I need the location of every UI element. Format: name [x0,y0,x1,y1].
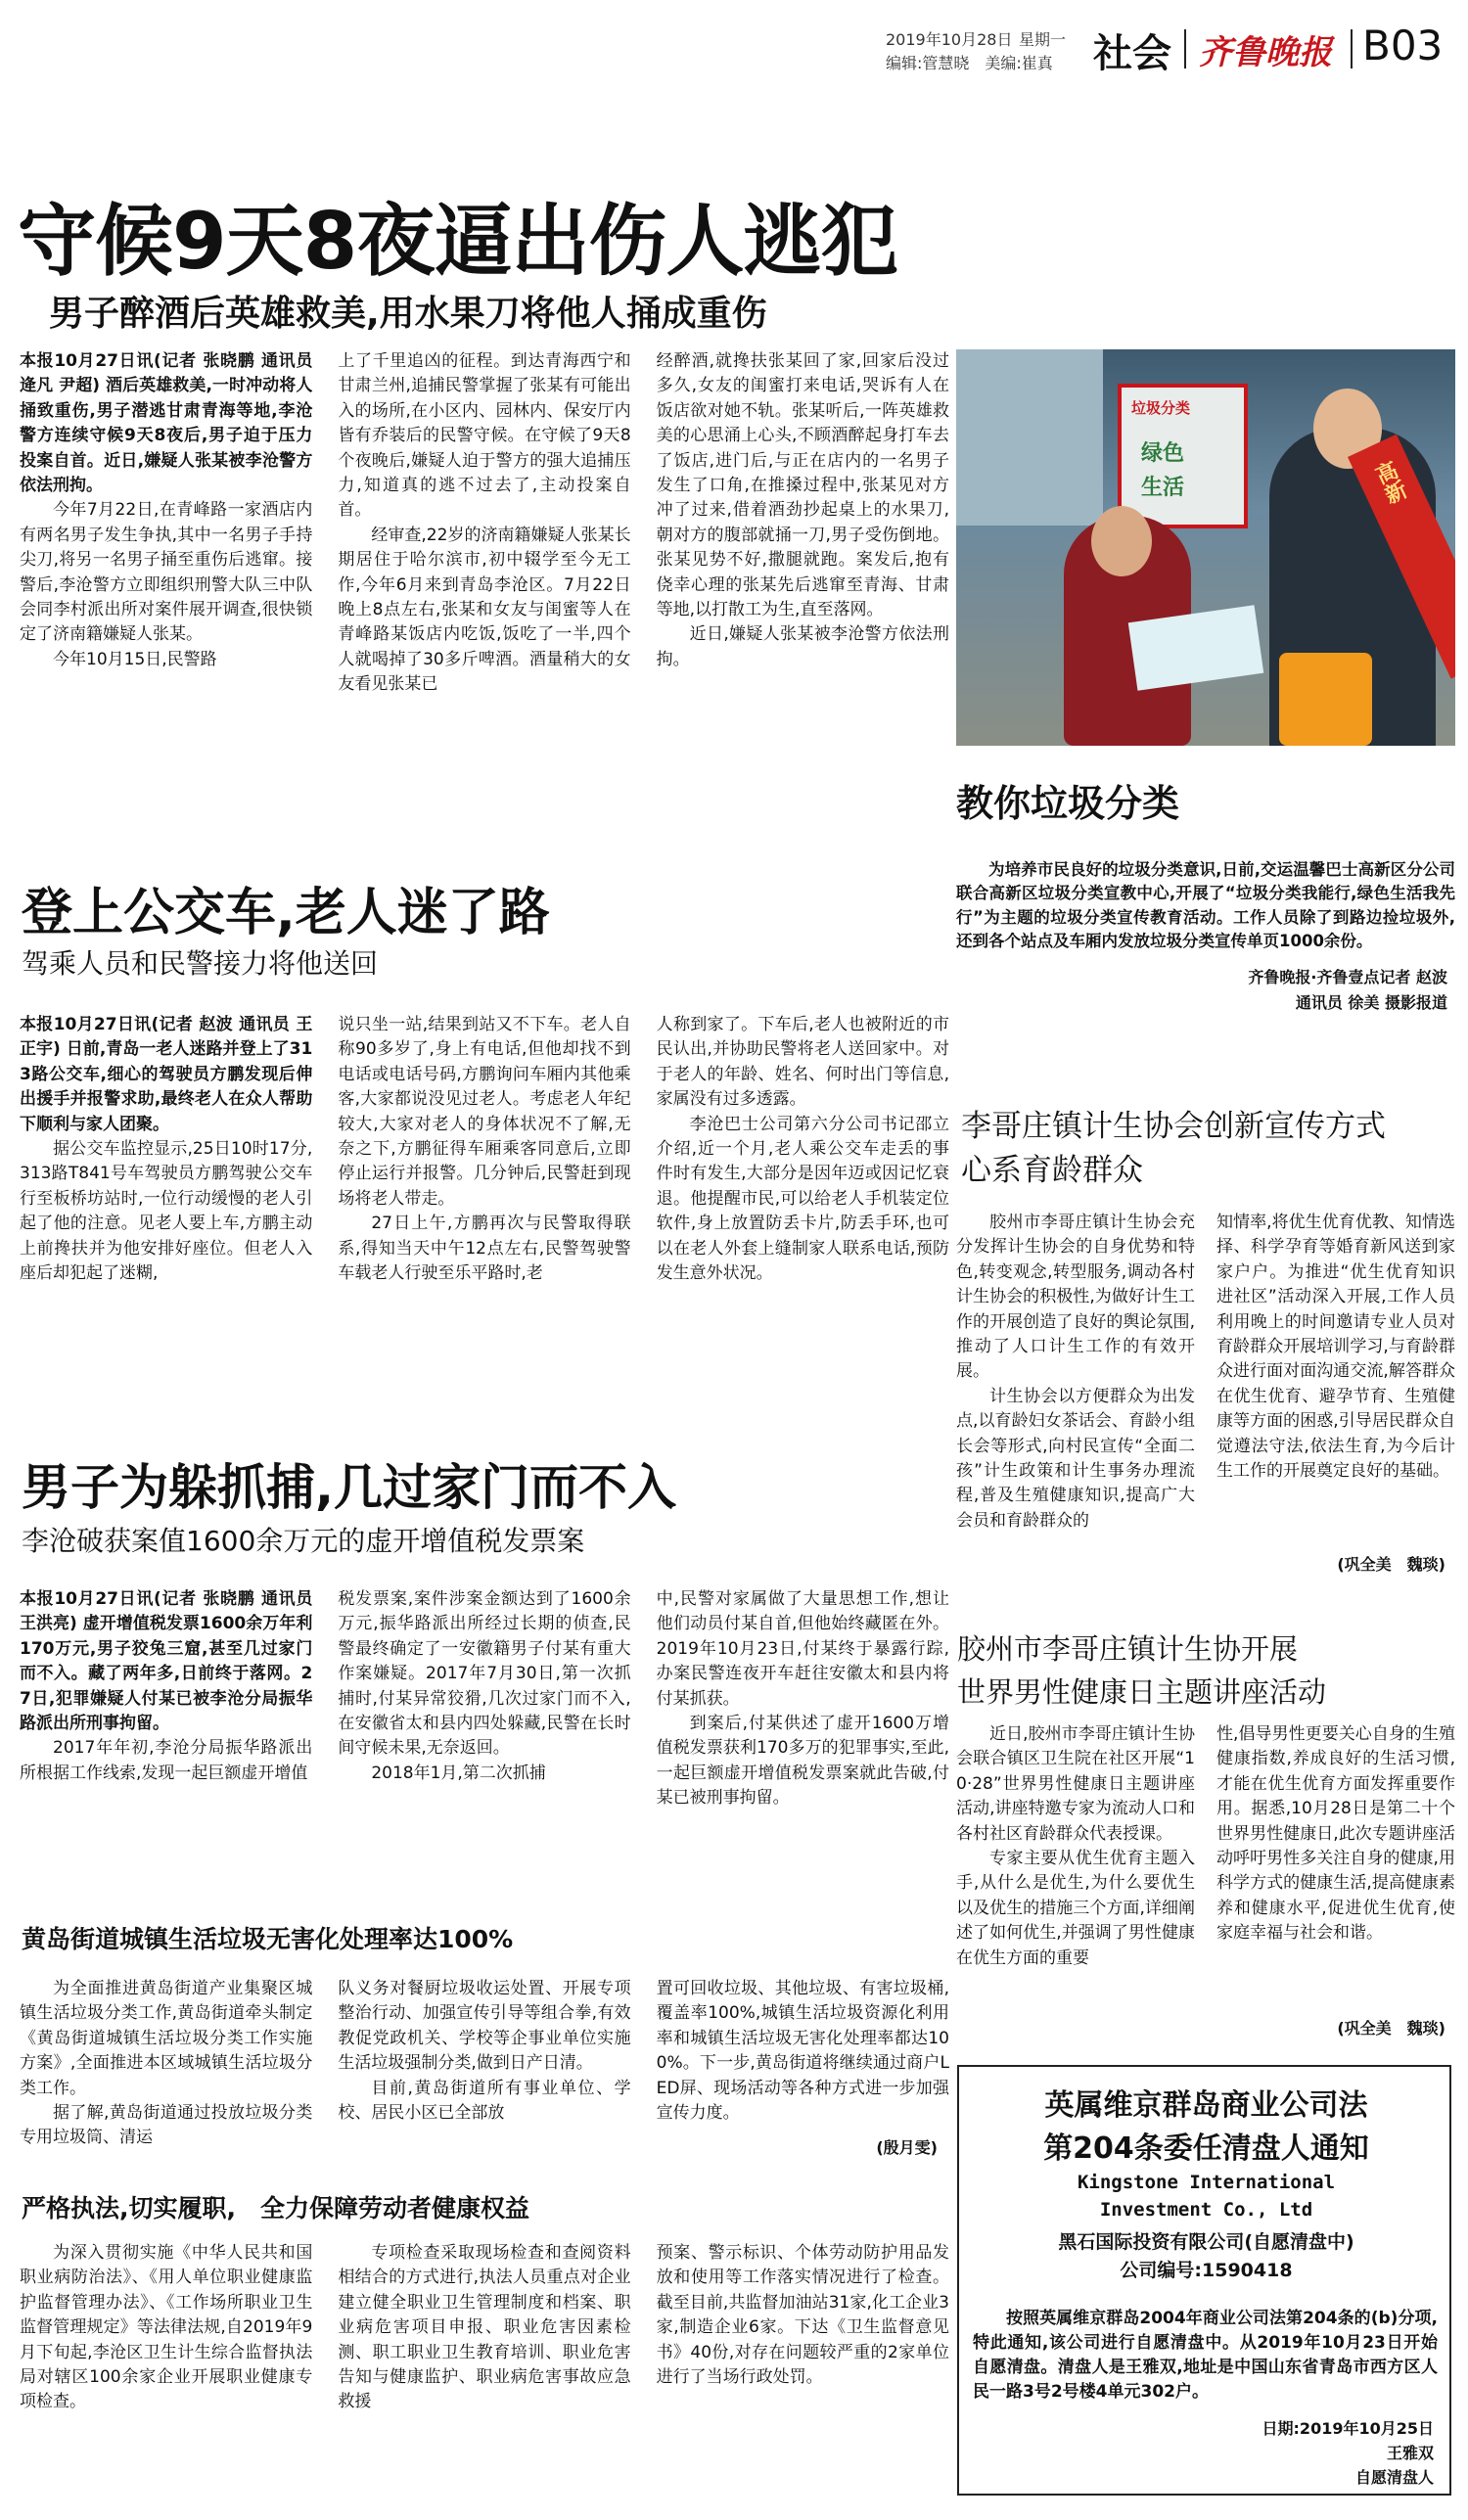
article4-para: 知情率,将优生优育优教、知情选择、科学孕育等婚育新风送到家家户户。为推进“优生优育知识进社区”活动深入开展,工作人员利用晚上的时间邀请专业人员对育龄群众开展培训学习,与育龄群众进行面对面沟通交流,解答群众在优生优育、避孕节育、生殖健康等方面的困惑,引导居民群众自觉遵法守法,依法生育,为今后计生工作的开展奠定良好的基础。 [1216,1213,1455,1482]
article7-para: 置可回收垃圾、其他垃圾、有害垃圾桶,覆盖率100%,城镇生活垃圾资源化利用率和城镇生活垃圾无害化处理率都达100%。下一步,黄岛街道将继续通过商户LED屏、现场活动等各种方式进一步加强宣传力度。 [656,1979,949,2124]
poster-text: 垃圾分类 [1131,399,1191,417]
article8-col3 [657,2241,949,2451]
article1-para: 经审查,22岁的济南籍嫌疑人张某长期居住于哈尔滨市,初中辍学至今无工作,今年6月来到青岛李沧区。7月22日晚上8点左右,张某和女友与闺蜜等人在青峰路某饭店内吃饭,饭吃了一半,四个人就喝掉了30多斤啤酒。酒量稍大的女友看见张某已 [338,525,631,695]
article8-headline: 严格执法,切实履职, 全力保障劳动者健康权益 [22,2194,529,2222]
notice-date: 日期:2019年10月25日 [1262,2419,1434,2438]
article1-para: 经醉酒,就搀扶张某回了家,回家后没过多久,女友的闺蜜打来电话,哭诉有人在饭店欲对她不轨。张某听后,一阵英雄救美的心思涌上心头,不顾酒醉起身打车去了饭店,进门后,与正在店内的一名男子发生了口角,在推搡过程中,张某见对方冲了过来,借着酒劲抄起桌上的水果刀,朝对方的腹部就捅一刀,男子受伤倒地。张某见势不好,撒腿就跑。案发后,抱有侥幸心理的张某先后逃窜至青海、甘肃等地,以打散工为生,直至落网。 [656,351,949,620]
masthead [0,0,1468,78]
article8-para: 预案、警示标识、个体劳动防护用品发放和使用等工作落实情况进行了检查。截至目前,共监督加油站31家,化工企业3家,制造企业6家。下达《卫生监督意见书》40份,对存在问题较严重的2家单位进行了当场行政处罚。 [656,2243,949,2388]
article1-para: 近日,嫌疑人张某被李沧警方依法刑拘。 [656,624,949,669]
article1-headline: 守候9天8夜逼出伤人逃犯 [18,196,898,287]
article3-para: 27日上午,方鹏再次与民警取得联系,得知当天中午12点左右,民警驾驶警车载老人行驶至乐平路时,老 [338,1214,631,1284]
article3-headline: 登上公交车,老人迷了路 [22,884,550,942]
liquidation-notice [957,2065,1451,2496]
article7-para: 队义务对餐厨垃圾收运处置、开展专项整治行动、加强宣传引导等组合拳,有效教促党政机关、学校等企事业单位实施生活垃圾强制分类,做到日产日清。 [338,1979,631,2074]
article6-body [956,1722,1455,2011]
notice-signer-role: 自愿清盘人 [1354,2468,1434,2487]
article5-para: 2018年1月,第二次抓捕 [371,1763,546,1783]
article5-col3 [657,1587,949,1871]
article4-credit: (巩全美 魏琰) [1337,1555,1445,1574]
article6-credit: (巩全美 魏琰) [1337,2019,1445,2038]
article3-para: 人称到家了。下车后,老人也被附近的市民认出,并协助民警将老人送回家中。对于老人的年龄、姓名、何时出门等信息,家属没有过多透露。 [656,1015,949,1110]
sash-text: 高新 [1369,458,1410,508]
article3-para: 李沧巴士公司第六分公司书记邵立介绍,近一个月,老人乘公交车走丢的事件时有发生,大部分是因年迈或因记忆衰退。他提醒市民,可以给老人手机装定位软件,身上放置防丢卡片,防丢手环,也可以在老人外套上缝制家人联系电话,预防发生意外状况。 [656,1114,949,1284]
article7-para: 目前,黄岛街道所有事业单位、学校、居民小区已全部放 [338,2078,631,2124]
article1-col1 [20,349,312,824]
article5-para: 2017年年初,李沧分局振华路派出所根据工作线索,发现一起巨额虚开增值 [20,1738,313,1783]
article1-para: 上了千里追凶的征程。到达青海西宁和甘肃兰州,追捕民警掌握了张某有可能出入的场所,在小区内、园林内、保安厅内皆有乔装后的民警守候。在守候了9天8个夜晚后,嫌疑人迫于警方的强大追捕压力,知道真的逃不过去了,主动投案自首。 [338,351,631,521]
article3-para: 据公交车监控显示,25日10时17分,313路T841号车驾驶员方鹏驾驶公交车行至板桥坊站时,一位行动缓慢的老人引起了他的注意。见老人要上车,方鹏主动上前搀扶并为他安排好座位。但老人入座后却犯起了迷糊, [20,1139,313,1284]
article5-lead: 本报10月27日讯(记者 张晓鹏 通讯员 王洪亮) 虚开增值税发票1600余万年利170万元,男子狡兔三窟,甚至几过家门而不入。藏了两年多,日前终于落网。27日,犯罪嫌疑人付某已被李沧分局振华路派出所刑事拘留。 [20,1589,313,1734]
article3-col1 [20,1013,312,1414]
article4-headline: 李哥庄镇计生协会创新宣传方式 [961,1109,1386,1144]
article3-body [20,1013,949,1414]
notice-company-cn: 黑石国际投资有限公司(自愿清盘中) [1058,2231,1354,2253]
article2-credit: 齐鲁晚报·齐鲁壹点记者 赵波 [1248,968,1447,986]
article6-col2 [1216,1722,1455,2011]
article1-lead: 本报10月27日讯(记者 张晓鹏 通讯员 逄凡 尹超) 酒后英雄救美,一时冲动将人捅致重伤,男子潜逃甘肃青海等地,李沧警方连续守候9天8夜后,男子迫于压力投案自首。近日,嫌疑人张某被李沧警方依法刑拘。 [20,351,313,496]
article6-para: 专家主要从优生优育主题入手,从什么是优生,为什么要优生以及优生的措施三个方面,详细阐述了如何优生,并强调了男性健康在优生方面的重要 [956,1849,1195,1968]
article5-para: 到案后,付某供述了虚开1600万增值税发票获利170多万的犯罪事实,至此,一起巨额虚开增值税发票案就此告破,付某已被刑事拘留。 [656,1714,949,1809]
article1-para: 今年7月22日,在青峰路一家酒店内有两名男子发生争执,其中一名男子手持尖刀,将另一名男子捅至重伤后逃窜。接警后,李沧警方立即组织刑警大队三中队会同李村派出所对案件展开调查,很快锁定了济南籍嫌疑人张某。 [20,500,313,645]
article5-subheadline: 李沧破获案值1600余万元的虚开增值税发票案 [22,1525,585,1557]
article7-col1 [20,1977,312,2192]
section-name: 社会 [1093,31,1171,76]
article5-col2 [338,1587,630,1871]
article1-subheadline: 男子醉酒后英雄救美,用水果刀将他人捅成重伤 [49,294,767,334]
article2-body [956,842,1455,964]
poster-board [1118,384,1248,528]
article7-credit: (殷月雯) [876,2138,938,2157]
article6-col1 [956,1722,1195,2011]
article1-col3 [657,349,949,824]
notice-title: 英属维京群岛商业公司法 [1044,2088,1368,2123]
orange-bag [1279,653,1372,746]
article6-para: 近日,胶州市李哥庄镇计生协会联合镇区卫生院在社区开展“10·28”世界男性健康日主题讲座活动,讲座特邀专家为流动人口和各村社区育龄群众代表授课。 [956,1724,1195,1844]
paper-logo: 齐鲁晚报 [1199,33,1332,72]
article8-para: 为深入贯彻实施《中华人民共和国职业病防治法》、《用人单位职业健康监护监督管理办法》、《工作场所职业卫生监督管理规定》等法律法规,自2019年9月下旬起,李沧区卫生计生综合监督执法局对辖区100余家企业开展职业健康专项检查。 [20,2243,313,2412]
article4-body [956,1211,1455,1548]
article3-col2 [338,1013,630,1414]
poster-text: 绿色 [1141,441,1185,466]
garbage-sorting-photo [956,349,1455,746]
notice-para: 按照英属维京群岛2004年商业公司法第204条的(b)分项,特此通知,该公司进行自愿清盘中。从2019年10月23日开始自愿清盘。清盘人是王雅双,地址是中国山东省青岛市西方区人民一路3号2号楼4单元302户。 [973,2309,1438,2402]
article2-para: 为培养市民良好的垃圾分类意识,日前,交运温馨巴士高新区分公司联合高新区垃圾分类宣教中心,开展了“垃圾分类我能行,绿色生活我先行”为主题的垃圾分类宣传教育活动。工作人员除了到路边捡垃圾外,还到各个站点及车厢内发放垃圾分类宣传单页1000余份。 [956,859,1455,950]
article6-para: 性,倡导男性更要关心自身的生殖健康指数,养成良好的生活习惯,才能在优生优育方面发挥重要作用。据悉,10月28日是第二十个世界男性健康日,此次专题讲座活动呼吁男性多关注自身的健康,用科学方式的健康生活,提高健康素养和健康水平,促进优生优育,使家庭幸福与社会和谐。 [1216,1724,1455,1944]
issue-date: 2019年10月28日 [886,30,1013,49]
article2-credit: 通讯员 徐美 摄影报道 [1295,993,1447,1012]
article5-para: 中,民警对家属做了大量思想工作,想让他们动员付某自首,但他始终藏匿在外。2019年10月23日,付某终于暴露行踪,办案民警连夜开车赶往安徽太和县内将付某抓获。 [656,1589,949,1709]
article3-para: 说只坐一站,结果到站又不下车。老人自称90多岁了,身上有电话,但他却找不到电话或电话号码,方鹏询问车厢内其他乘客,大家都说没见过老人。考虑老人年纪较大,大家对老人的身体状况不了解,无奈之下,方鹏征得车厢乘客同意后,立即停止运行并报警。几分钟后,民警赶到现场将老人带走。 [338,1015,631,1209]
article8-body [20,2241,949,2451]
article3-lead: 本报10月27日讯(记者 赵波 通讯员 王正宇) 日前,青岛一老人迷路并登上了313路公交车,细心的驾驶员方鹏发现后伸出援手并报警求助,最终老人在众人帮助下顺利与家人团聚。 [20,1015,313,1134]
article4-col1 [956,1211,1195,1548]
notice-body [973,2290,1438,2412]
notice-title-line2: 第204条委任清盘人通知 [1043,2131,1369,2166]
article8-col2 [338,2241,630,2451]
header-divider-2 [1351,29,1353,69]
article7-para: 据了解,黄岛街道通过投放垃圾分类专用垃圾筒、清运 [20,2103,313,2148]
article4-headline-line2: 心系育龄群众 [961,1153,1143,1188]
bus-window [956,349,1103,526]
article7-col2 [338,1977,630,2192]
editors-line: 编辑:管慧晓 美编:崔真 [886,54,1053,72]
article8-para: 专项检查采取现场检查和查阅资料相结合的方式进行,执法人员重点对企业建立健全职业卫生管理制度和档案、职业病危害项目申报、职业危害因素检测、职工职业卫生教育培训、职业危害告知与健康监护、职业病危害事故应急救援 [338,2243,631,2412]
article4-para: 计生协会以方便群众为出发点,以育龄妇女茶话会、育龄小组长会等形式,向村民宣传“全面二孩”计生政策和计生事务办理流程,普及生殖健康知识,提高广大会员和育龄群众的 [956,1386,1195,1531]
article1-col2 [338,349,630,824]
poster-text: 生活 [1141,476,1185,500]
article2-headline: 教你垃圾分类 [956,782,1180,825]
article7-para: 为全面推进黄岛街道产业集聚区城镇生活垃圾分类工作,黄岛街道牵头制定《黄岛街道城镇生活垃圾分类工作实施方案》,全面推进本区域城镇生活垃圾分类工作。 [20,1979,313,2098]
article5-col1 [20,1587,312,1871]
header-divider [1184,29,1186,69]
article4-para: 胶州市李哥庄镇计生协会充分发挥计生协会的自身优势和特色,转变观念,转型服务,调动各村计生协会的积极性,为做好计生工作的开展创造了良好的舆论氛围,推动了人口计生工作的有效开展。 [956,1213,1195,1382]
article1-body [20,349,949,824]
article5-headline: 男子为躲抓捕,几过家门而不入 [22,1459,676,1516]
page-number: B03 [1362,22,1444,69]
elderly-woman-head [1091,506,1152,576]
article3-col3 [657,1013,949,1414]
notice-company-number: 公司编号:1590418 [1120,2260,1293,2281]
article6-headline: 胶州市李哥庄镇计生协开展 [957,1632,1299,1666]
notice-company-en-line2: Investment Co., Ltd [1099,2199,1313,2221]
article8-col1 [20,2241,312,2451]
article4-col2 [1216,1211,1455,1548]
article3-subheadline: 驾乘人员和民警接力将他送回 [22,947,379,980]
issue-weekday: 星期一 [1019,30,1067,49]
article1-para: 今年10月15日,民警路 [53,649,217,669]
notice-signer: 王雅双 [1386,2444,1434,2462]
article5-body [20,1587,949,1871]
article7-headline: 黄岛街道城镇生活垃圾无害化处理率达100% [22,1925,514,1953]
article5-para: 税发票案,案件涉案金额达到了1600余万元,振华路派出所经过长期的侦查,民警最终确定了一安徽籍男子付某有重大作案嫌疑。2017年7月30日,第一次抓捕时,付某异常狡猾,几次过家门而不入,在安徽省太和县内四处躲藏,民警在长时间守候未果,无奈返回。 [338,1589,631,1759]
notice-company-en: Kingstone International [1077,2172,1336,2193]
article6-headline-line2: 世界男性健康日主题讲座活动 [957,1675,1327,1709]
